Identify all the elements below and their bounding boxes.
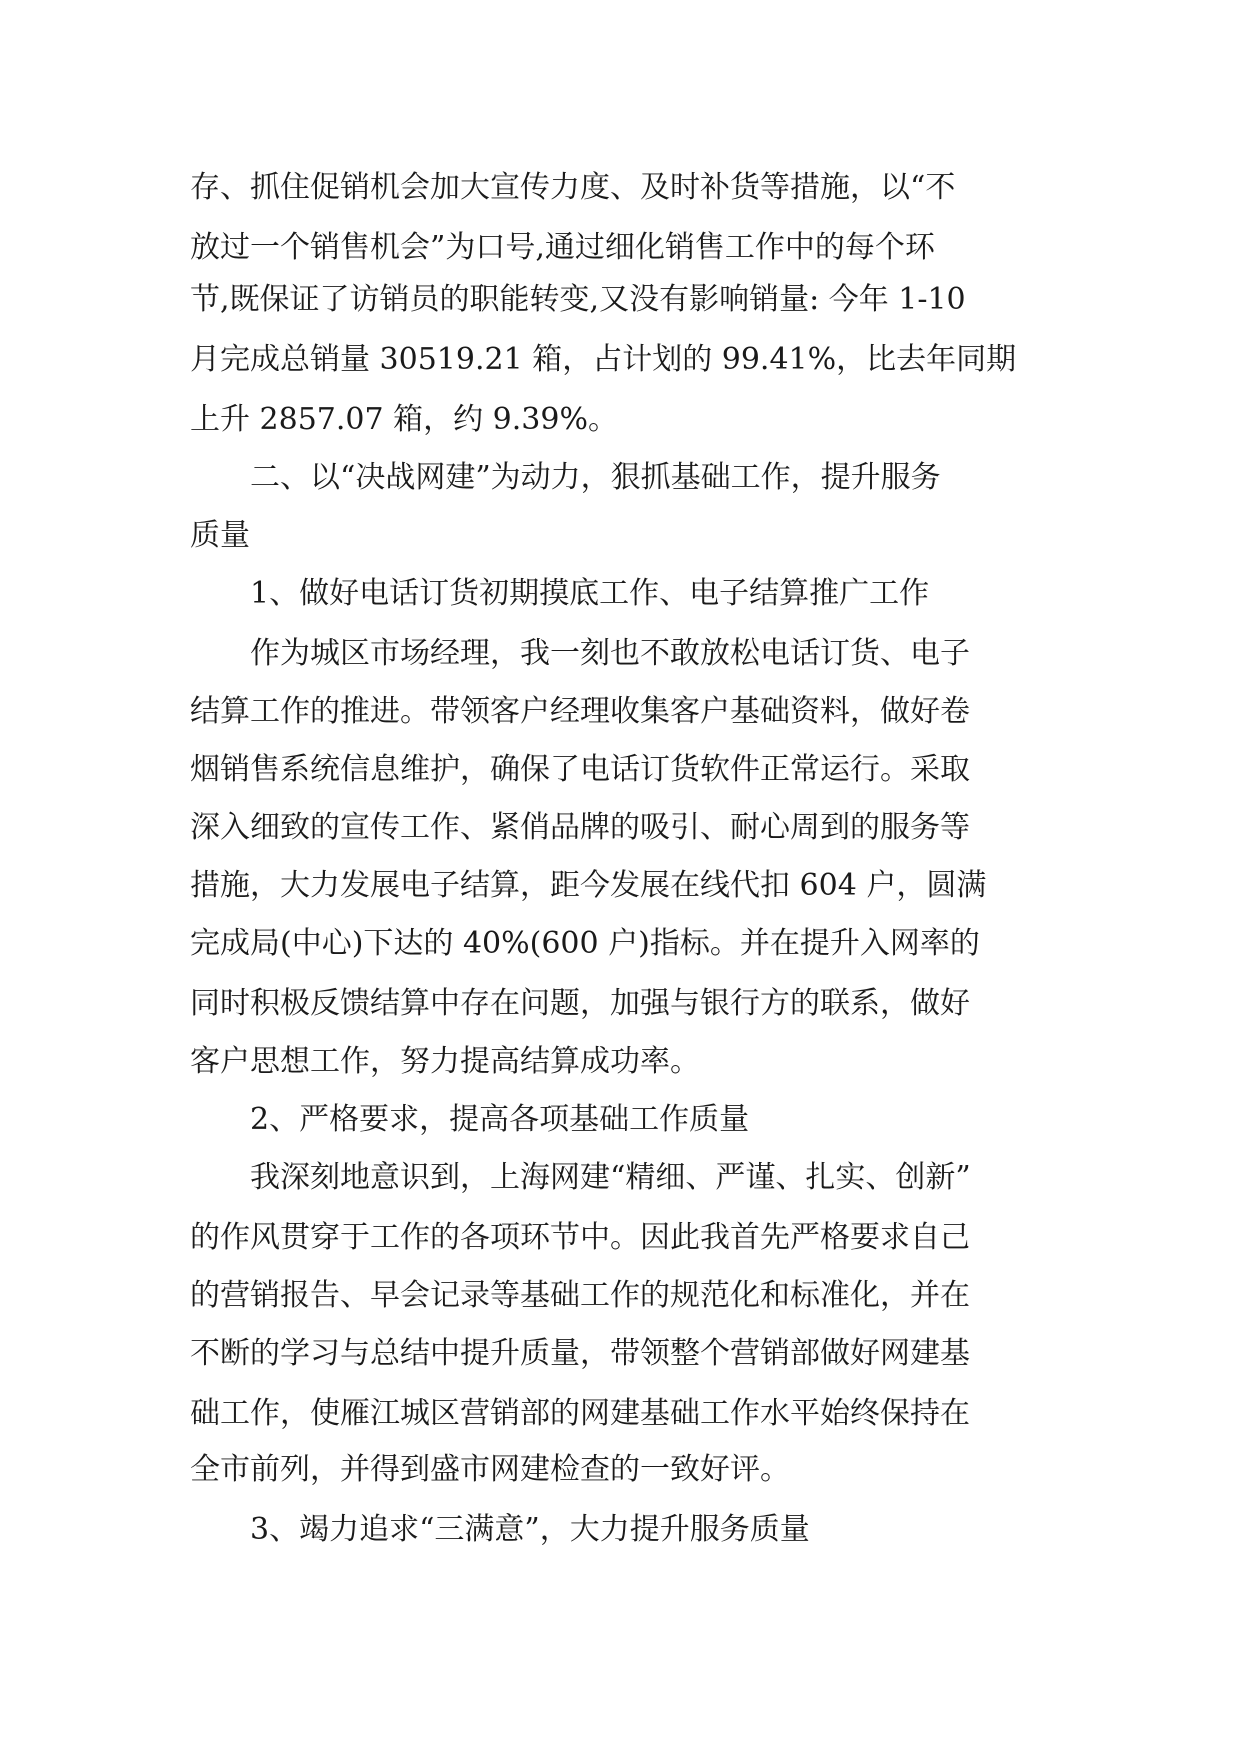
subsection-heading: 3、竭力追求“三满意”，大力提升服务质量 xyxy=(250,1512,810,1547)
paragraph-line: 月完成总销量 30519.21 箱，占计划的 99.41%，比去年同期 xyxy=(190,342,1017,377)
paragraph-line: 我深刻地意识到，上海网建“精细、严谨、扎实、创新” xyxy=(250,1160,971,1195)
paragraph-line: 客户思想工作，努力提高结算成功率。 xyxy=(190,1044,700,1079)
subsection-heading: 2、严格要求，提高各项基础工作质量 xyxy=(250,1102,750,1137)
section-heading-continued: 质量 xyxy=(190,518,250,553)
paragraph-line: 全市前列，并得到盛市网建检查的一致好评。 xyxy=(190,1452,790,1487)
paragraph-line: 上升 2857.07 箱，约 9.39%。 xyxy=(190,402,618,437)
paragraph-line: 措施，大力发展电子结算，距今发展在线代扣 604 户，圆满 xyxy=(190,868,987,903)
paragraph-line: 的营销报告、早会记录等基础工作的规范化和标准化，并在 xyxy=(190,1278,970,1313)
paragraph-line: 的作风贯穿于工作的各项环节中。因此我首先严格要求自己 xyxy=(190,1220,970,1255)
paragraph-line: 放过一个销售机会”为口号,通过细化销售工作中的每个环 xyxy=(190,230,935,265)
paragraph-line: 烟销售系统信息维护，确保了电话订货软件正常运行。采取 xyxy=(190,752,970,787)
paragraph-line: 节,既保证了访销员的职能转变,又没有影响销量: 今年 1-10 xyxy=(190,282,966,317)
paragraph-line: 结算工作的推进。带领客户经理收集客户基础资料，做好卷 xyxy=(190,694,970,729)
paragraph-line: 完成局(中心)下达的 40%(600 户)指标。并在提升入网率的 xyxy=(190,926,980,961)
subsection-heading: 1、做好电话订货初期摸底工作、电子结算推广工作 xyxy=(250,576,930,611)
paragraph-line: 不断的学习与总结中提升质量，带领整个营销部做好网建基 xyxy=(190,1336,970,1371)
paragraph-line: 深入细致的宣传工作、紧俏品牌的吸引、耐心周到的服务等 xyxy=(190,810,970,845)
section-heading: 二、以“决战网建”为动力，狠抓基础工作，提升服务 xyxy=(250,460,941,495)
paragraph-line: 同时积极反馈结算中存在问题，加强与银行方的联系，做好 xyxy=(190,986,970,1021)
paragraph-line: 存、抓住促销机会加大宣传力度、及时补货等措施，以“不 xyxy=(190,170,956,205)
paragraph-line: 作为城区市场经理，我一刻也不敢放松电话订货、电子 xyxy=(250,636,970,671)
paragraph-line: 础工作，使雁江城区营销部的网建基础工作水平始终保持在 xyxy=(190,1396,970,1431)
